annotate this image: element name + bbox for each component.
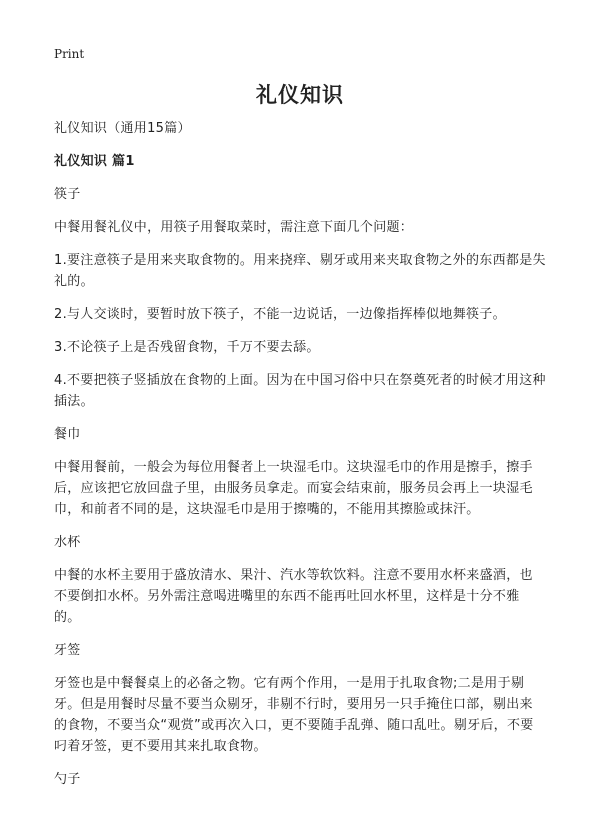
heading-toothpick: 牙签: [54, 643, 81, 658]
paragraph: 中餐的水杯主要用于盛放清水、果汁、汽水等软饮料。注意不要用水杯来盛酒，也不要倒扣水杯。另外需注意喝进嘴里的东西不能再吐回水杯里，这样是十分不雅的。: [54, 568, 533, 625]
paragraph: 4.不要把筷子竖插放在食物的上面。因为在中国习俗中只在祭奠死者的时候才用这种插法。: [54, 373, 546, 409]
paragraph: 3.不论筷子上是否残留食物，千万不要去舔。: [54, 340, 320, 355]
paragraph: 牙签也是中餐餐桌上的必备之物。它有两个作用，一是用于扎取食物;二是用于剔牙。但是用餐时尽量不要当众剔牙，非剔不行时，要用另一只手掩住口部，剔出来的食物，不要当众“观赏”或再次入口，更不要随手乱弹、随口乱吐。剔牙后，不要叼着牙签，更不要用其来扎取食物。: [54, 676, 534, 754]
print-link[interactable]: Print: [54, 47, 85, 61]
document-subtitle: 礼仪知识（通用15篇）: [54, 121, 191, 136]
heading-napkin: 餐巾: [54, 427, 81, 442]
heading-spoon: 勺子: [54, 772, 81, 787]
paragraph: 中餐用餐前，一般会为每位用餐者上一块湿毛巾。这块湿毛巾的作用是擦手，擦手后，应该把它放回盘子里，由服务员拿走。而宴会结束前，服务员会再上一块湿毛巾，和前者不同的是，这块湿毛巾是用于擦嘴的，不能用其擦脸或抹汗。: [54, 460, 533, 517]
paragraph: 1.要注意筷子是用来夹取食物的。用来挠痒、剔牙或用来夹取食物之外的东西都是失礼的。: [54, 253, 546, 289]
section-title: 礼仪知识 篇1: [54, 154, 135, 169]
paragraph: 中餐用餐礼仪中，用筷子用餐取菜时，需注意下面几个问题：: [54, 220, 414, 235]
heading-water-cup: 水杯: [54, 535, 81, 550]
paragraph: 2.与人交谈时，要暂时放下筷子，不能一边说话，一边像指挥棒似地舞筷子。: [54, 307, 506, 322]
document-body: [54, 118, 546, 802]
document-title: 礼仪知识: [256, 83, 344, 107]
heading-chopsticks: 筷子: [54, 187, 81, 202]
